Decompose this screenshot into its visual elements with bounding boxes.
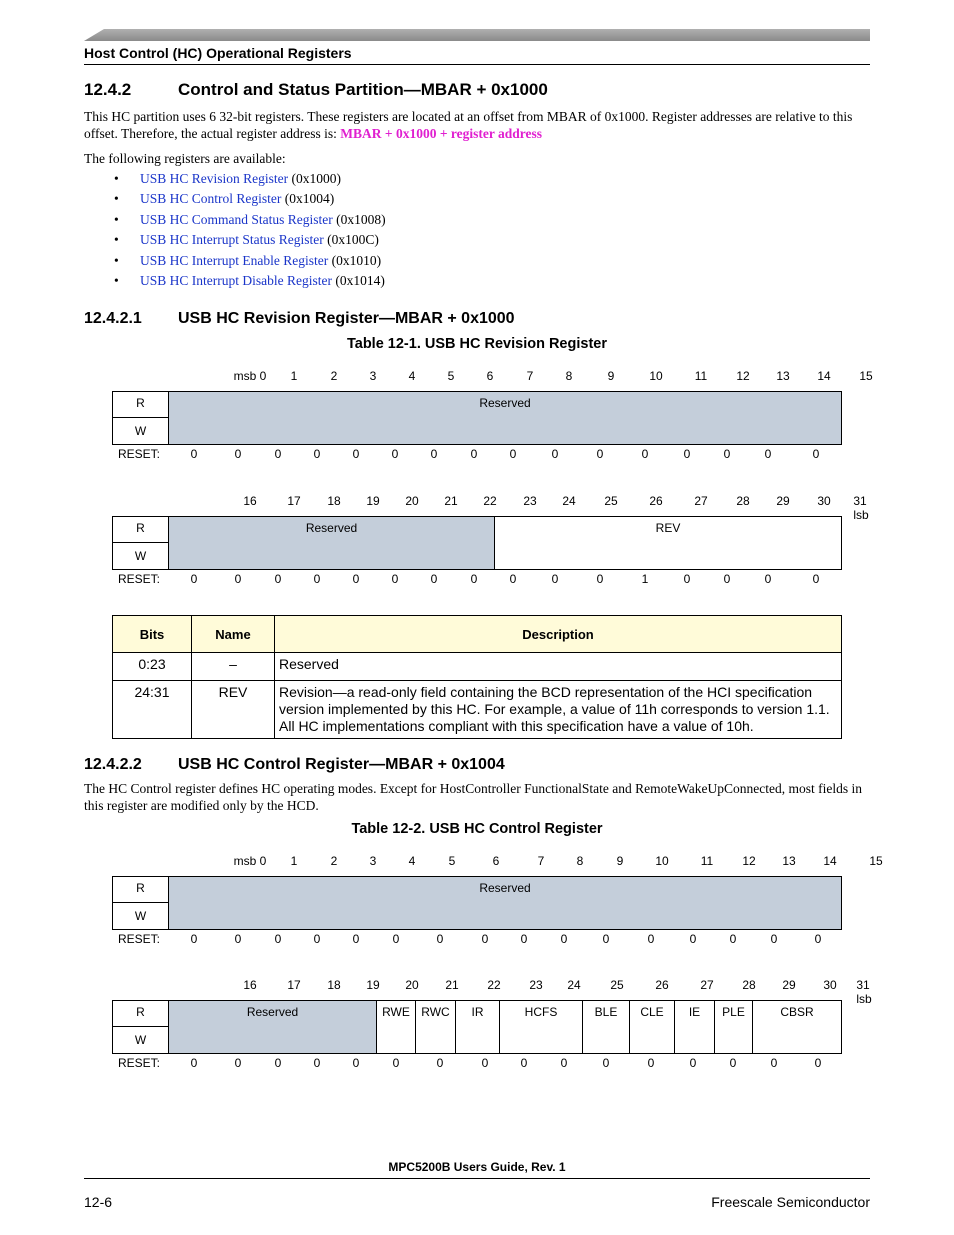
- revision-field-table: [112, 615, 842, 739]
- reserved-field: Reserved: [169, 1001, 376, 1053]
- col-description: Description: [275, 616, 842, 653]
- rw-column: [113, 1001, 169, 1053]
- register-link[interactable]: USB HC Interrupt Enable Register: [140, 252, 329, 268]
- reset-value: 0: [509, 447, 517, 461]
- register-list: [84, 170, 584, 292]
- bullet: •: [114, 211, 119, 227]
- reset-row: [112, 447, 842, 463]
- write-label: W: [134, 909, 147, 923]
- register-field: CLE: [629, 1001, 674, 1053]
- bit-number: 6: [492, 854, 500, 868]
- reset-value: 0: [814, 1056, 822, 1070]
- bit-number: 5: [448, 854, 456, 868]
- rw-column: [113, 392, 169, 444]
- bit-number: 13: [782, 854, 796, 868]
- reset-value: 0: [509, 572, 517, 586]
- bit-number: msb 0: [233, 369, 267, 383]
- revision-register-lower: [112, 494, 869, 594]
- revision-register-upper: [112, 369, 873, 469]
- register-field: RWC: [415, 1001, 455, 1053]
- bit-number: 2: [330, 854, 338, 868]
- reset-value: 0: [814, 932, 822, 946]
- bit-number: 16: [243, 494, 257, 508]
- control-register-lower: [112, 978, 872, 1078]
- bit-number: 11: [694, 369, 708, 383]
- reset-value: 0: [560, 932, 568, 946]
- reset-value: 0: [436, 932, 444, 946]
- reset-value: 0: [764, 447, 772, 461]
- bit-number: 9: [616, 854, 624, 868]
- reset-value: 0: [313, 447, 321, 461]
- reset-value: 0: [470, 572, 478, 586]
- bit-number: 5: [447, 369, 455, 383]
- reset-value: 0: [391, 447, 399, 461]
- bit-number: 27: [694, 494, 708, 508]
- bit-number: 26: [655, 978, 669, 992]
- register-field: IR: [455, 1001, 499, 1053]
- bit-number: 4: [408, 854, 416, 868]
- reset-value: 0: [436, 1056, 444, 1070]
- bit-number: 1: [290, 369, 298, 383]
- register-field: PLE: [714, 1001, 752, 1053]
- bit-number: 19: [366, 494, 380, 508]
- section-title: USB HC Control Register—MBAR + 0x1004: [178, 756, 505, 773]
- table-caption-12-1: Table 12-1. USB HC Revision Register: [346, 336, 607, 352]
- reset-value: 0: [551, 572, 559, 586]
- reset-value: 0: [729, 932, 737, 946]
- bit-number: 21: [445, 978, 459, 992]
- reset-value: 0: [352, 572, 360, 586]
- bullet: •: [114, 171, 119, 186]
- register-offset: (0x1010): [328, 252, 382, 268]
- reset-value: 0: [689, 932, 697, 946]
- bit-number: 12: [742, 854, 756, 868]
- reset-value: 0: [352, 1056, 360, 1070]
- reset-value: 0: [596, 447, 604, 461]
- list-item: [84, 231, 584, 251]
- register-field: RWE: [376, 1001, 415, 1053]
- bit-number: 3: [369, 369, 377, 383]
- reset-row: [112, 572, 842, 588]
- reset-value: 0: [812, 572, 820, 586]
- bit-number: 28: [736, 494, 750, 508]
- list-item: [84, 252, 584, 272]
- control-register-upper: [112, 854, 883, 954]
- section-number: 12.4.2.2: [84, 756, 142, 773]
- bit-number: 24: [567, 978, 581, 992]
- bit-number: 26: [649, 494, 663, 508]
- address-formula: MBAR + 0x1000 + register address: [340, 126, 543, 141]
- register-field: REV: [494, 517, 841, 569]
- reset-row: [112, 1056, 842, 1072]
- reset-value: 0: [770, 1056, 778, 1070]
- company-name: Freescale Semiconductor: [711, 1194, 870, 1210]
- list-item: [84, 211, 584, 231]
- bullet: •: [114, 191, 119, 207]
- register-offset: (0x100C): [323, 232, 379, 248]
- reset-value: 0: [430, 447, 438, 461]
- bit-number: 11: [700, 854, 714, 868]
- bit-numbers: [168, 494, 869, 522]
- reset-value: 0: [764, 572, 772, 586]
- reset-value: 0: [723, 572, 731, 586]
- register-offset: (0x1008): [332, 211, 386, 227]
- bit-number: 1: [290, 854, 298, 868]
- cell-bits: 24:31: [113, 681, 192, 739]
- read-label: R: [113, 877, 168, 903]
- list-intro: The following registers are available:: [84, 151, 286, 166]
- bit-number: 13: [776, 369, 790, 383]
- bit-number: 17: [287, 978, 301, 992]
- cell-description: Reserved: [275, 653, 842, 681]
- list-item: [84, 272, 584, 292]
- list-item: [84, 190, 584, 210]
- reset-value: 1: [641, 572, 649, 586]
- reset-value: 0: [352, 447, 360, 461]
- bit-number: 28: [742, 978, 756, 992]
- bullet: •: [114, 232, 119, 248]
- register-link[interactable]: USB HC Interrupt Disable Register: [140, 272, 332, 288]
- reset-value: 0: [481, 932, 489, 946]
- reset-label: RESET:: [118, 1056, 161, 1070]
- bit-number: 9: [607, 369, 615, 383]
- bit-number: 30: [817, 494, 831, 508]
- rw-column: [113, 517, 169, 569]
- reset-label: RESET:: [118, 932, 161, 946]
- bit-number: 25: [610, 978, 624, 992]
- reset-value: 0: [812, 447, 820, 461]
- reset-value: 0: [234, 572, 242, 586]
- reset-value: 0: [596, 572, 604, 586]
- bullet: •: [114, 252, 119, 268]
- read-label: R: [113, 392, 168, 418]
- reset-value: 0: [689, 1056, 697, 1070]
- bit-number: 4: [408, 369, 416, 383]
- reset-value: 0: [520, 932, 528, 946]
- write-label: W: [134, 424, 147, 438]
- footer-doc-title: MPC5200B Users Guide, Rev. 1: [388, 1160, 566, 1174]
- bit-number: 7: [537, 854, 545, 868]
- reset-value: 0: [560, 1056, 568, 1070]
- reset-value: 0: [190, 932, 198, 946]
- reset-value: 0: [723, 447, 731, 461]
- bit-number: 12: [736, 369, 750, 383]
- list-item: [84, 170, 584, 190]
- reset-value: 0: [641, 447, 649, 461]
- register-link[interactable]: USB HC Interrupt Status Register: [140, 232, 324, 248]
- register-box: [112, 516, 842, 570]
- bit-number: 24: [562, 494, 576, 508]
- reset-value: 0: [274, 1056, 282, 1070]
- page-number: 12-6: [84, 1194, 113, 1210]
- register-link[interactable]: USB HC Revision Register: [140, 171, 289, 186]
- bit-numbers: [168, 978, 872, 1006]
- cell-description: Revision—a read-only field containing the BCD representation of the HCI specification version implemented by this HC. For example, a value of 11h corresponds to version 1.1. All HC implementations compliant with this specification have a value of 10h.: [275, 681, 842, 739]
- bit-number: 14: [823, 854, 837, 868]
- running-header: Host Control (HC) Operational Registers: [84, 45, 352, 61]
- bit-number: 14: [817, 369, 831, 383]
- header-bar: [84, 29, 870, 41]
- reset-value: 0: [520, 1056, 528, 1070]
- register-offset: (0x1004): [281, 191, 335, 207]
- reset-value: 0: [274, 932, 282, 946]
- reset-value: 0: [190, 572, 198, 586]
- register-link[interactable]: USB HC Control Register: [140, 191, 282, 207]
- bit-number: 25: [604, 494, 618, 508]
- section-heading-12-4-2-2: [84, 756, 505, 774]
- bit-number: 18: [327, 978, 341, 992]
- intro-paragraph: [84, 108, 870, 142]
- bit-number: 8: [576, 854, 584, 868]
- bit-number: 3: [369, 854, 377, 868]
- cell-name: REV: [192, 681, 275, 739]
- reset-row: [112, 932, 842, 948]
- register-offset: (0x1000): [288, 171, 342, 186]
- bit-number: 6: [486, 369, 494, 383]
- reserved-field: Reserved: [169, 877, 841, 929]
- section-heading-12-4-2-1: [84, 310, 515, 328]
- bit-number: 19: [366, 978, 380, 992]
- bit-number: 27: [700, 978, 714, 992]
- register-field: BLE: [582, 1001, 629, 1053]
- cell-name: –: [192, 653, 275, 681]
- col-bits: Bits: [113, 616, 192, 653]
- bit-number: 29: [776, 494, 790, 508]
- section-title: Control and Status Partition—MBAR + 0x1000: [178, 80, 548, 99]
- reset-value: 0: [190, 447, 198, 461]
- reset-value: 0: [602, 1056, 610, 1070]
- bit-number: 31 lsb: [856, 978, 872, 1006]
- table-row: [113, 681, 842, 739]
- bit-number: msb 0: [233, 854, 267, 868]
- table-row: [113, 653, 842, 681]
- col-name: Name: [192, 616, 275, 653]
- reset-value: 0: [729, 1056, 737, 1070]
- bit-number: 10: [649, 369, 663, 383]
- reset-value: 0: [470, 447, 478, 461]
- reset-value: 0: [602, 932, 610, 946]
- section-number: 12.4.2.1: [84, 310, 142, 327]
- table-caption-12-2: Table 12-2. USB HC Control Register: [351, 821, 603, 837]
- reset-value: 0: [352, 932, 360, 946]
- read-label: R: [113, 517, 168, 543]
- bit-number: 7: [526, 369, 534, 383]
- reserved-field: Reserved: [169, 517, 494, 569]
- write-label: W: [134, 1033, 147, 1047]
- section-number: 12.4.2: [84, 80, 132, 99]
- bit-number: 29: [782, 978, 796, 992]
- reset-value: 0: [274, 572, 282, 586]
- reset-value: 0: [313, 932, 321, 946]
- bit-number: 10: [655, 854, 669, 868]
- intro-text: This HC partition uses 6 32-bit registers. These registers are located at an offset from MBAR of 0x1000. Register addresses are relative to this offset. Therefore, the actual register address is:: [84, 109, 853, 141]
- register-offset: (0x1014): [331, 272, 385, 288]
- bit-number: 17: [287, 494, 301, 508]
- bullet: •: [114, 272, 119, 288]
- bit-number: 23: [529, 978, 543, 992]
- bit-number: 18: [327, 494, 341, 508]
- bit-number: 21: [444, 494, 458, 508]
- reset-label: RESET:: [118, 572, 161, 586]
- bit-number: 23: [523, 494, 537, 508]
- reset-value: 0: [234, 447, 242, 461]
- bit-number: 22: [483, 494, 497, 508]
- section-heading-12-4-2: [84, 80, 548, 100]
- bit-numbers: [168, 854, 883, 870]
- header-rule: [84, 64, 870, 65]
- write-label: W: [134, 549, 147, 563]
- reset-value: 0: [274, 447, 282, 461]
- read-label: R: [113, 1001, 168, 1027]
- reset-value: 0: [392, 932, 400, 946]
- reset-label: RESET:: [118, 447, 161, 461]
- bit-number: 22: [487, 978, 501, 992]
- bit-number: 15: [869, 854, 883, 868]
- bit-number: 15: [859, 369, 873, 383]
- reset-value: 0: [551, 447, 559, 461]
- cell-bits: 0:23: [113, 653, 192, 681]
- reset-value: 0: [430, 572, 438, 586]
- bit-number: 31 lsb: [853, 494, 869, 522]
- reset-value: 0: [313, 1056, 321, 1070]
- section-title: USB HC Revision Register—MBAR + 0x1000: [178, 310, 515, 327]
- rw-column: [113, 877, 169, 929]
- bit-number: 16: [243, 978, 257, 992]
- register-field: IE: [674, 1001, 714, 1053]
- bit-number: 20: [405, 494, 419, 508]
- reserved-field: Reserved: [169, 392, 841, 444]
- reset-value: 0: [392, 1056, 400, 1070]
- bit-number: 30: [823, 978, 837, 992]
- control-paragraph: The HC Control register defines HC operating modes. Except for HostController FunctionalState and RemoteWakeUpConnected, most fields in this register are modified only by the HCD.: [84, 781, 862, 813]
- reset-value: 0: [234, 1056, 242, 1070]
- bit-number: 8: [565, 369, 573, 383]
- register-box: [112, 1000, 842, 1054]
- reset-value: 0: [647, 1056, 655, 1070]
- reset-value: 0: [391, 572, 399, 586]
- bit-number: 20: [405, 978, 419, 992]
- register-field: HCFS: [499, 1001, 582, 1053]
- reset-value: 0: [683, 447, 691, 461]
- register-link[interactable]: USB HC Command Status Register: [140, 211, 333, 227]
- register-box: [112, 391, 842, 445]
- reset-value: 0: [683, 572, 691, 586]
- reset-value: 0: [190, 1056, 198, 1070]
- bit-numbers: [168, 369, 873, 385]
- reset-value: 0: [234, 932, 242, 946]
- reset-value: 0: [770, 932, 778, 946]
- reset-value: 0: [481, 1056, 489, 1070]
- footer-rule: [84, 1178, 870, 1179]
- reset-value: 0: [647, 932, 655, 946]
- bit-number: 2: [330, 369, 338, 383]
- register-box: [112, 876, 842, 930]
- register-field: CBSR: [752, 1001, 841, 1053]
- reset-value: 0: [313, 572, 321, 586]
